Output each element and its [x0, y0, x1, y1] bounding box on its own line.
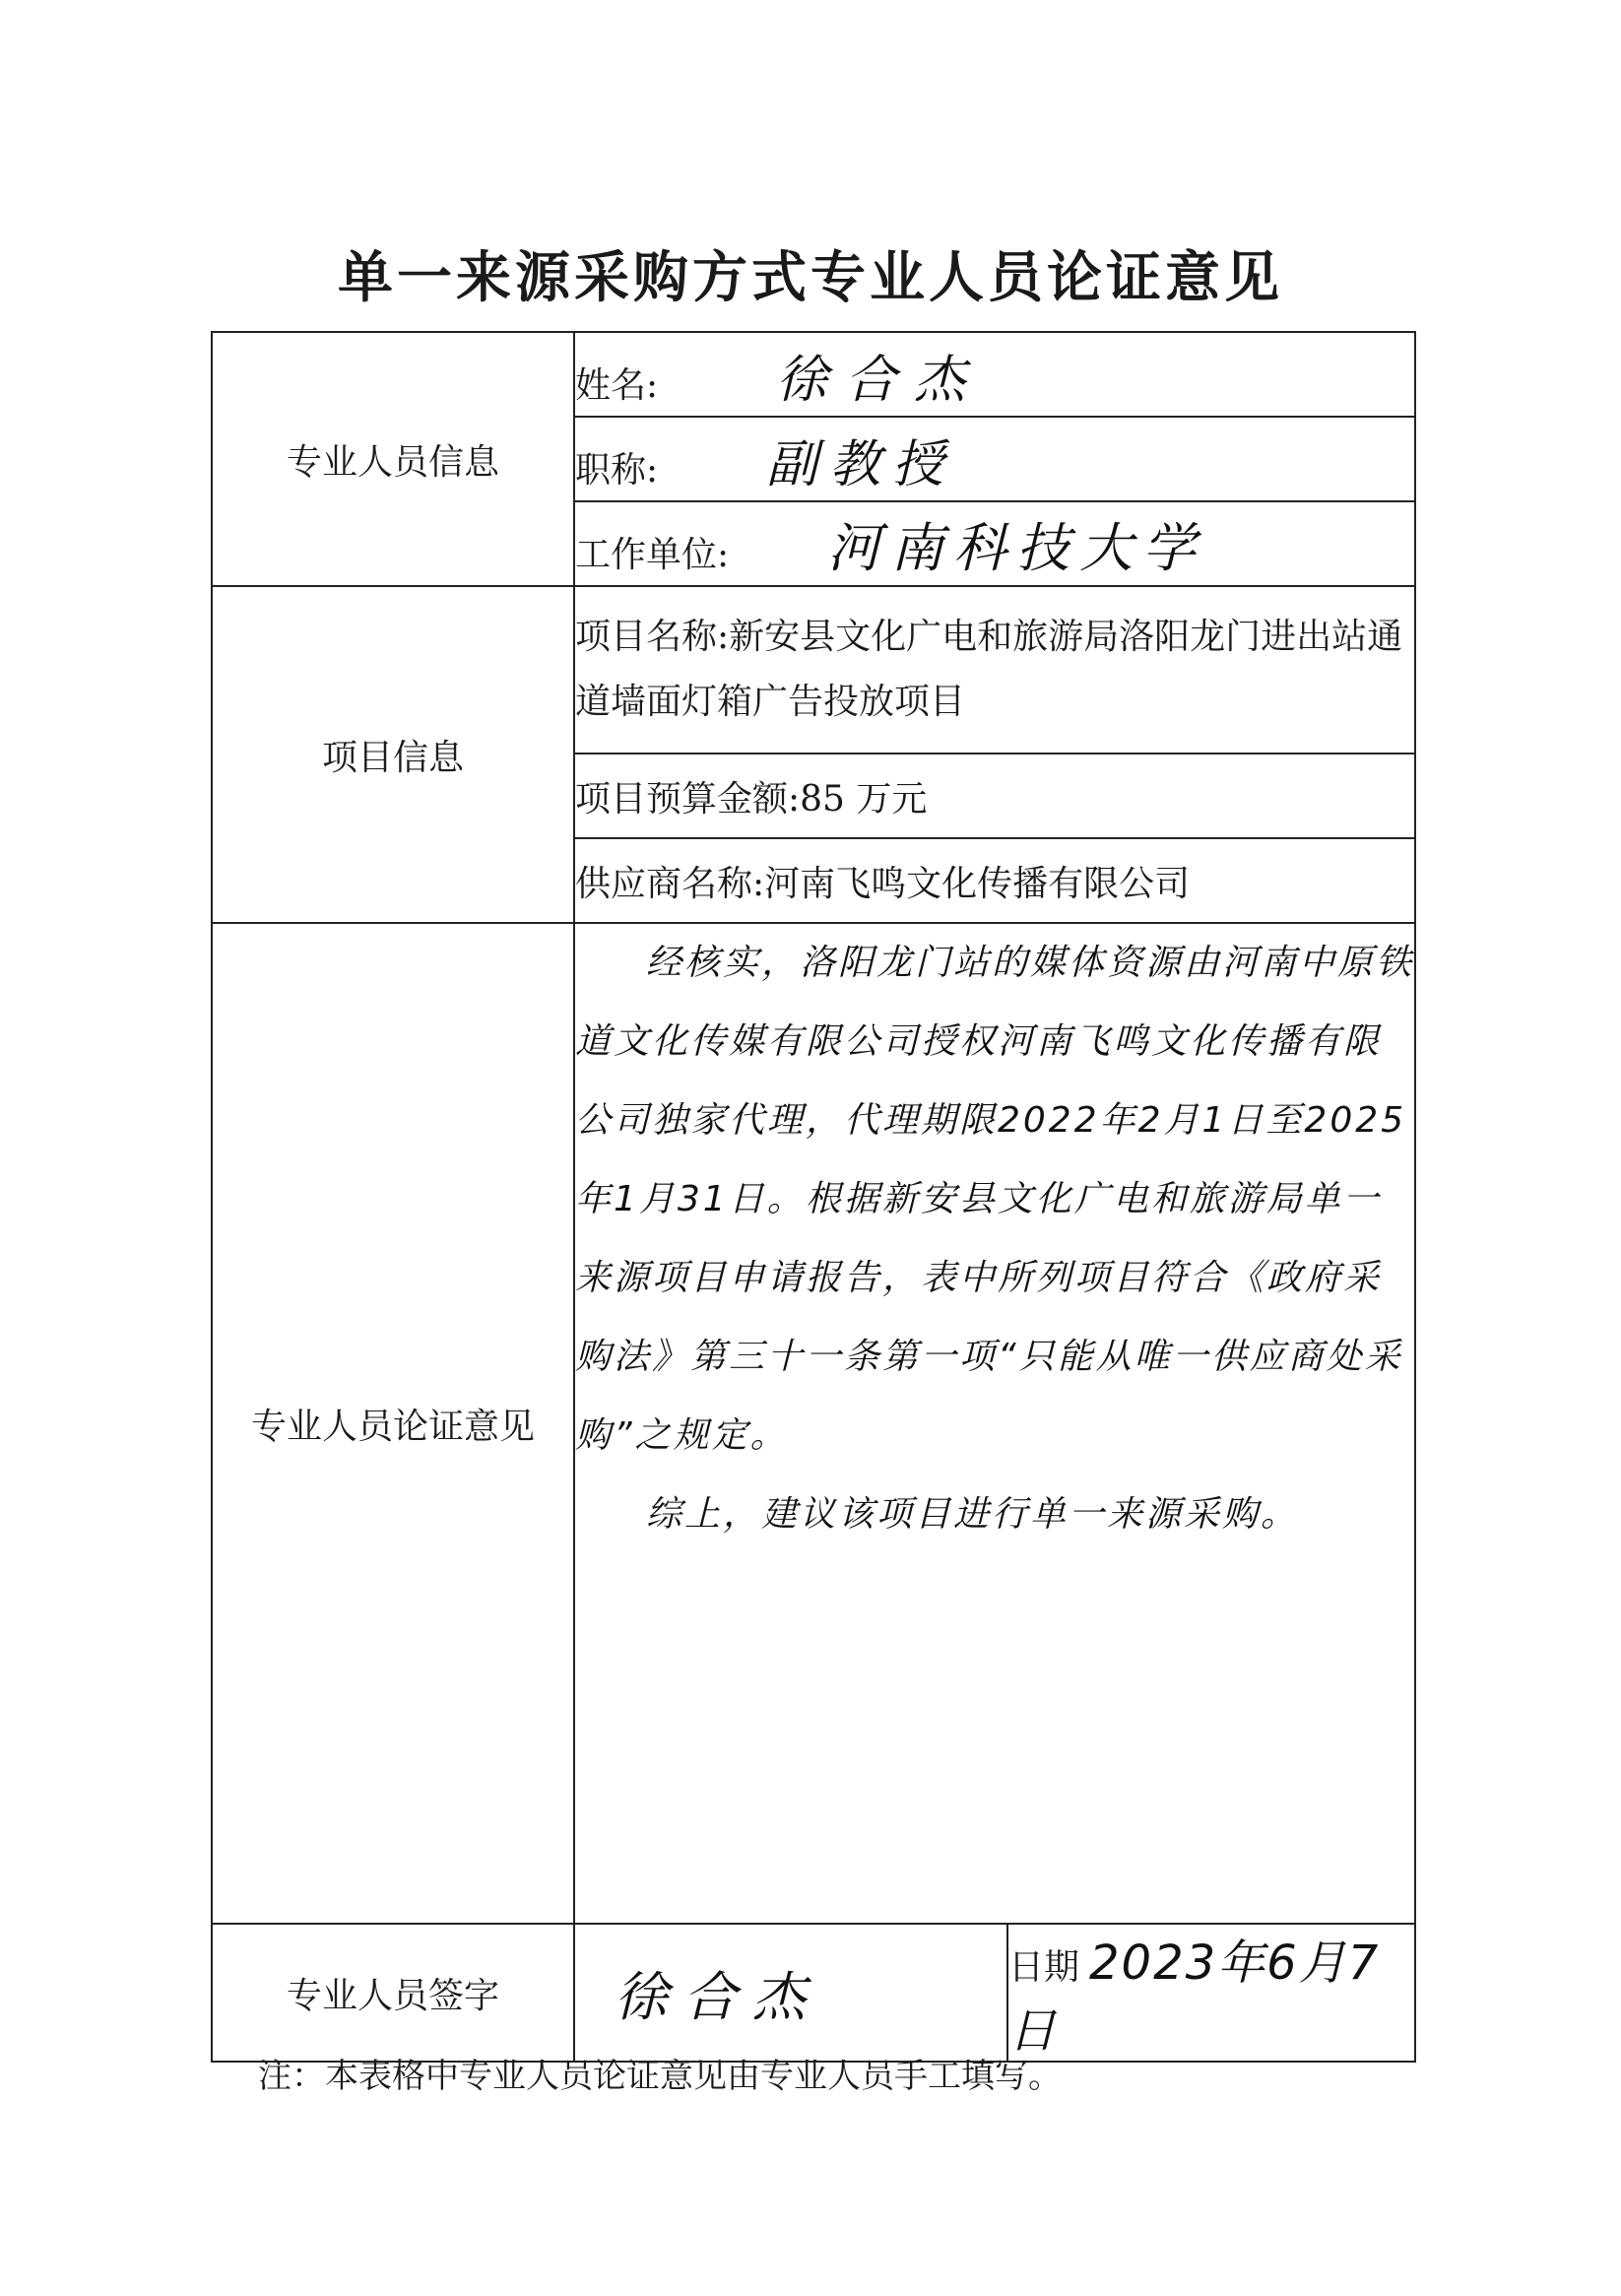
opinion-label: 专业人员论证意见: [212, 923, 574, 1924]
expert-name-field: [574, 332, 1415, 417]
page-title: 单一来源采购方式专业人员论证意见: [338, 246, 1283, 310]
project-supplier-field: [574, 838, 1415, 923]
project-budget-label: 项目预算金额:: [575, 778, 801, 820]
project-name-field: [574, 586, 1415, 754]
opinion-row: [212, 923, 1415, 1924]
opinion-paragraph-2: 综上，建议该项目进行单一来源采购。: [646, 1494, 1300, 1535]
project-info-label: 项目信息: [212, 586, 574, 923]
project-supplier-label: 供应商名称:: [575, 863, 765, 904]
expert-name-label: 姓名:: [575, 364, 659, 406]
expert-unit-value: 河南科技大学: [827, 516, 1206, 579]
footnote: 注：本表格中专业人员论证意见由专业人员手工填写。: [258, 2057, 1062, 2096]
expert-name-value: 徐合杰: [776, 350, 984, 410]
opinion-paragraph-1: 经核实，洛阳龙门站的媒体资源由河南中原铁道文化传媒有限公司授权河南飞鸣文化传播有限公司独家代理，代理期限2022年2月1日至2025年1月31日。根据新安县文化广电和旅游局单一来源项目申请报告，表中所列项目符合《政府采购法》第三十一条第一项“只能从唯一供应商处采购”之规定。: [575, 943, 1415, 1456]
project-budget-field: [574, 754, 1415, 838]
signature-cell: [574, 1924, 1007, 2062]
form-table: [211, 331, 1416, 2063]
date-cell: [1007, 1924, 1415, 2062]
project-supplier-value: 河南飞鸣文化传播有限公司: [764, 863, 1191, 904]
expert-info-label: 专业人员信息: [212, 332, 574, 586]
date-value: 2023年6月7日: [1008, 1935, 1381, 2059]
opinion-content: [574, 923, 1415, 1924]
expert-title-field: [574, 417, 1415, 501]
signature-row: [212, 1924, 1415, 2062]
signature-value: 徐合杰: [615, 1965, 821, 2028]
expert-unit-field: [574, 501, 1415, 586]
expert-title-value: 副教授: [766, 434, 956, 494]
date-label: 日期: [1008, 1947, 1080, 1988]
project-name-label: 项目名称:: [575, 617, 730, 657]
signature-label: 专业人员签字: [212, 1924, 574, 2062]
expert-name-row: [212, 332, 1415, 417]
project-budget-value: 85 万元: [800, 778, 928, 820]
project-name-value: 新安县文化广电和旅游局洛阳龙门进出站通道墙面灯箱广告投放项目: [575, 617, 1403, 722]
project-name-row: [212, 586, 1415, 754]
expert-title-label: 职称:: [575, 449, 659, 491]
expert-unit-label: 工作单位:: [575, 534, 730, 575]
